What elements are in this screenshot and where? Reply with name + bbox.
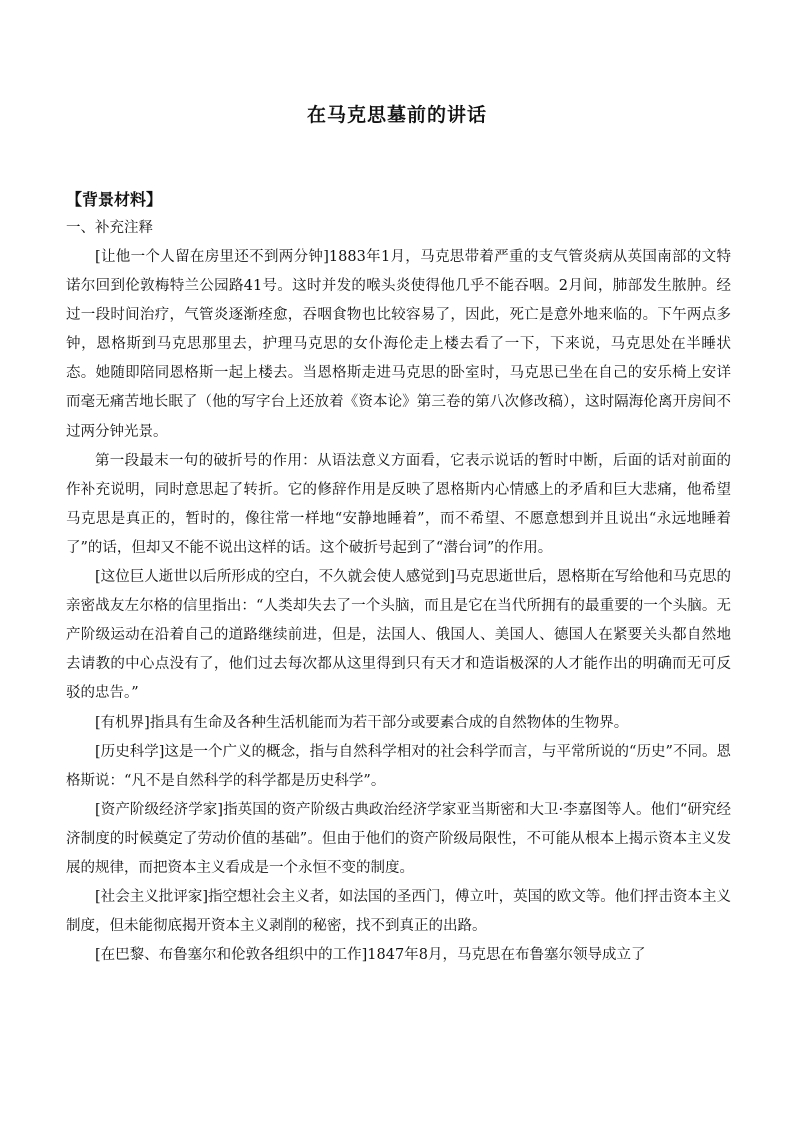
document-body: [66, 186, 731, 970]
section-heading: 【背景材料】: [66, 190, 163, 209]
paragraph-giant-note: [这位巨人逝世以后所形成的空白，不久就会使人感觉到]马克思逝世后，恩格斯在写给他和马克思的亲密战友左尔格的信里指出：“人类却失去了一个头脑，而且是它在当代所拥有的最重要的一个头脑。无产阶级运动在沿着自己的道路继续前进，但是，法国人、俄国人、美国人、德国人在紧要关头都自然地去请教的中心点没有了，他们过去每次都从这里得到只有天才和造诣极深的人才能作出的明确而无可反驳的忠告。”: [66, 569, 731, 702]
paragraph-organic-world: [有机界]指具有生命及各种生活机能而为若干部分或要素合成的自然物体的生物界。: [95, 714, 629, 731]
paragraph-bourgeois-economists: [资产阶级经济学家]指英国的资产阶级古典政治经济学家亚当斯密和大卫·李嘉图等人。他们“研究经济制度的时候奠定了劳动价值的基础”。但由于他们的资产阶级局限性，不可能从根本上揭示资本主义发展的规律，而把资本主义看成是一个永恒不变的制度。: [66, 801, 731, 876]
paragraph-historical-science: [历史科学]这是一个广义的概念，指与自然科学相对的社会科学而言，与平常所说的“历史”不同。恩格斯说：“凡不是自然科学的科学都是历史科学”。: [66, 743, 731, 789]
paragraph-death-note: [让他一个人留在房里还不到两分钟]1883年1月，马克思带着严重的支气管炎病从英国南部的文特诺尔回到伦敦梅特兰公园路41号。这时并发的喉头炎使得他几乎不能吞咽。2月间，肺部发生脓肿。经过一段时间治疗，气管炎逐渐痊愈，吞咽食物也比较容易了，因此，死亡是意外地来临的。下午两点多钟，恩格斯到马克思那里去，护理马克思的女仆海伦走上楼去看了一下，下来说，马克思处在半睡状态。她随即陪同恩格斯一起上楼去。当恩格斯走进马克思的卧室时，马克思已坐在自己的安乐椅上安详而毫无痛苦地长眠了（他的写字台上还放着《资本论》第三卷的第八次修改稿），这时隔海伦离开房间不过两分钟光景。: [66, 249, 731, 440]
paragraph-dash-note: 第一段最末一句的破折号的作用：从语法意义方面看，它表示说话的暂时中断，后面的话对前面的作补充说明，同时意思起了转折。它的修辞作用是反映了恩格斯内心情感上的矛盾和巨大悲痛，他希望马克思是真正的，暂时的，像往常一样地“安静地睡着”，而不希望、不愿意想到并且说出“永远地睡着了”的话，但却又不能不说出这样的话。这个破折号起到了“潜台词”的作用。: [66, 452, 731, 556]
page-title: 在马克思墓前的讲话: [306, 104, 487, 126]
paragraph-organizations: [在巴黎、布鲁塞尔和伦敦各组织中的工作]1847年8月，马克思在布鲁塞尔领导成立了: [95, 947, 646, 964]
subheading: 一、补充注释: [66, 220, 153, 236]
paragraph-socialist-critics: [社会主义批评家]指空想社会主义者，如法国的圣西门，傅立叶，英国的欧文等。他们抨击资本主义制度，但未能彻底揭开资本主义剥削的秘密，找不到真正的出路。: [66, 889, 731, 935]
